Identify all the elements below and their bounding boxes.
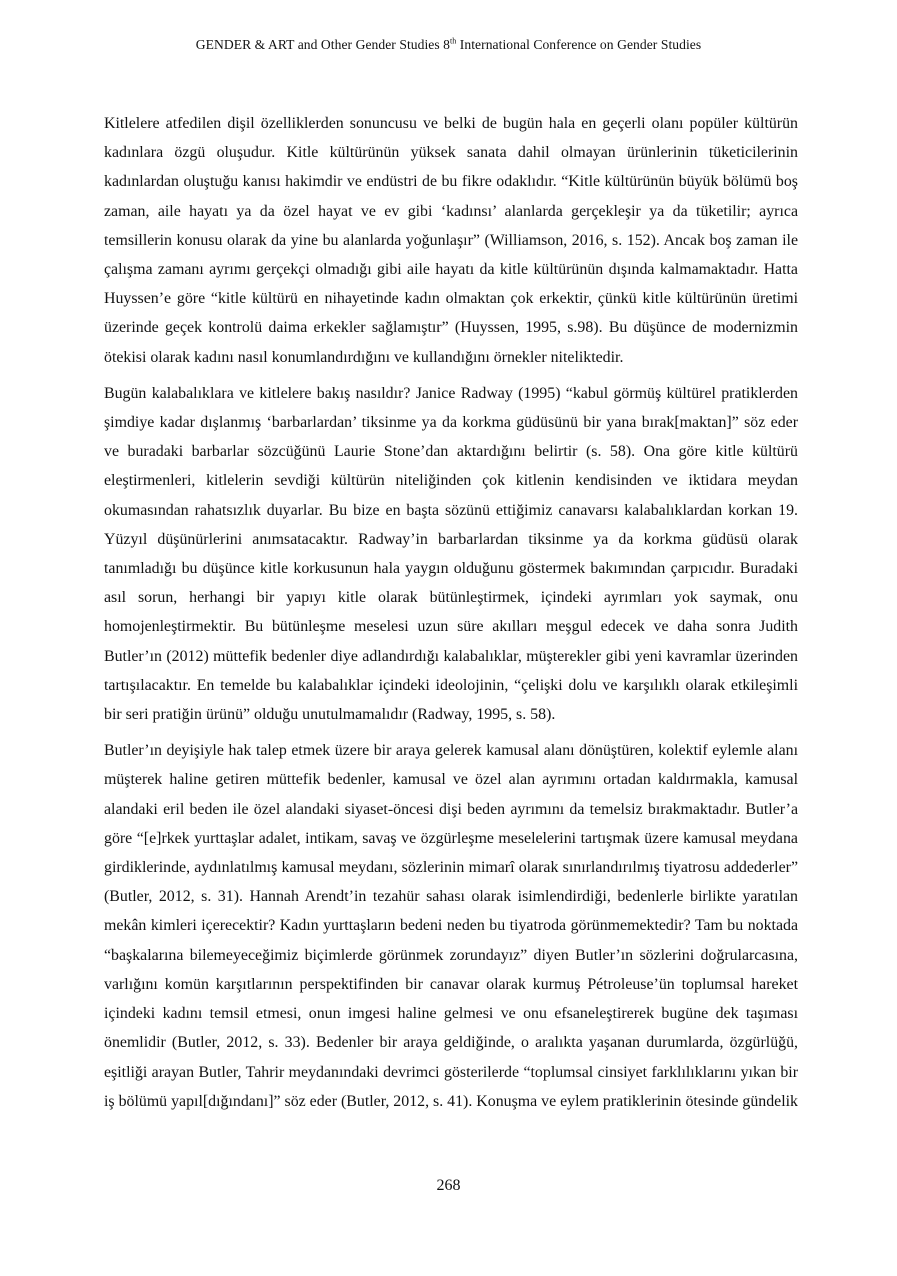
header-prefix: GENDER & ART and Other Gender Studies 8 — [195, 37, 451, 52]
header-suffix: International Conference on Gender Studies — [456, 37, 702, 52]
running-header — [0, 37, 897, 53]
paragraph-2: Bugün kalabalıklara ve kitlelere bakış nasıldır? Janice Radway (1995) “kabul görmüş kültürel pratiklerden şimdiye kadar dışlanmış ‘barbarlardan’ tiksinme ya da korkma güdüsünü bir yana bırak[maktan]” söz eder ve buradaki barbarlar sözcüğünü Laurie Stone’dan aktardığını belirtir (s. 58). Ona göre kitle kültürü eleştirmenleri, kitlelerin sevdiği kültürün niteliğinden çok kitlenin kendisinden ve iktidara meydan okumasından rahatsızlık duyarlar. Bu bize en başta sözünü ettiğimiz canavarsı kalabalıklardan korkan 19. Yüzyıl düşünürlerini anımsatacaktır. Radway’in barbarlardan tiksinme ya da korkma güdüsü olarak tanımladığı bu düşünce kitle korkusunun hala yaygın olduğunu göstermek bakımından çarpıcıdır. Buradaki asıl sorun, herhangi bir yapıyı kitle olarak bütünleştirmek, içindeki ayrımları yok saymak, onu homojenleştirmektir. Bu bütünleşme meselesi uzun süre akılları meşgul edecek ve daha sonra Judith Butler’ın (2012) müttefik bedenler diye adlandırdığı kalabalıklar, müşterekler gibi yeni kavramlar üzerinden tartışılacaktır. En temelde bu kalabalıklar içindeki ideolojinin, “çelişki dolu ve karşılıklı olarak etkileşimli bir seri pratiğin ürünü” olduğu unutulmamalıdır (Radway, 1995, s. 58). — [104, 384, 798, 724]
paragraph-1: Kitlelere atfedilen dişil özelliklerden sonuncusu ve belki de bugün hala en geçerli olanı popüler kültürün kadınlara özgü oluşudur. Kitle kültürünün yüksek sanata dahil olmayan ürünlerinin tüketicilerinin kadınlardan oluştuğu kanısı hakimdir ve endüstri de bu fikre odaklıdır. “Kitle kültürünün büyük bölümü boş zaman, aile hayatı ya da özel hayat ve ev gibi ‘kadınsı’ alanlarda gerçekleşir ya da tüketilir; ayrıca temsillerin konusu olarak da yine bu alanlarda yoğunlaşır” (Williamson, 2016, s. 152). Ancak boş zaman ile çalışma zamanı ayrımı gerçekçi olmadığı gibi aile hayatı da kitle kültürünün dışında kalmamaktadır. Hatta Huyssen’e göre “kitle kültürü en nihayetinde kadın olmaktan çok erkektir, çünkü kitle kültürünün üretimi üzerinde geçek kontrolü daima erkekler sağlamıştır” (Huyssen, 1995, s.98). Bu düşünce de modernizmin ötekisi olarak kadını nasıl konumlandırdığını ve kullandığını örnekler niteliktedir. — [104, 115, 798, 366]
body-text — [104, 109, 798, 1123]
paragraph-3: Butler’ın deyişiyle hak talep etmek üzere bir araya gelerek kamusal alanı dönüştüren, kolektif eylemle alanı müşterek haline getiren müttefik bedenler, kamusal ve özel alan ayrımını ortadan kaldırmakla, kamusal alandaki eril beden ile özel alandaki siyaset-öncesi dişi beden ayrımını da temelsiz bırakmaktadır. Butler’a göre “[e]rkek yurttaşlar adalet, intikam, savaş ve özgürleşme meselelerini tartışmak üzere kamusal meydana girdiklerinde, aydınlatılmış kamusal meydanı, sözlerinin mimarî olarak sınırlandırılmış tiyatrosu addederler” (Butler, 2012, s. 31). Hannah Arendt’in tezahür sahası olarak isimlendirdiği, bedenlerle birlikte yaratılan mekân kimleri içerecektir? Kadın yurttaşların bedeni neden bu tiyatroda görünmemektedir? Tam bu noktada “başkalarına bilemeyeceğimiz biçimlerde görünmek zorundayız” diyen Butler’ın sözlerini doğrularcasına, varlığını komün karşıtlarının perspektifinden bir canavar olarak kurmuş Pétroleuse’ün toplumsal hareket içindeki kadını temsil etmesi, onun imgesi haline gelmesi ve onu efsaneleştirerek bugüne dek taşıması önemlidir (Butler, 2012, s. 33). Bedenler bir araya geldiğinde, o aralıkta yaşanan durumlarda, özgürlüğü, eşitliği arayan Butler, Tahrir meydanındaki devrimci gösterilerde “toplumsal cinsiyet farklılıklarını yıkan bir iş bölümü yapıl[dığındanı]” söz eder (Butler, 2012, s. 41). Konuşma ve eylem pratiklerinin ötesinde gündelik — [104, 742, 798, 1110]
page-number: 268 — [436, 1177, 461, 1194]
header-superscript: th — [450, 36, 457, 46]
